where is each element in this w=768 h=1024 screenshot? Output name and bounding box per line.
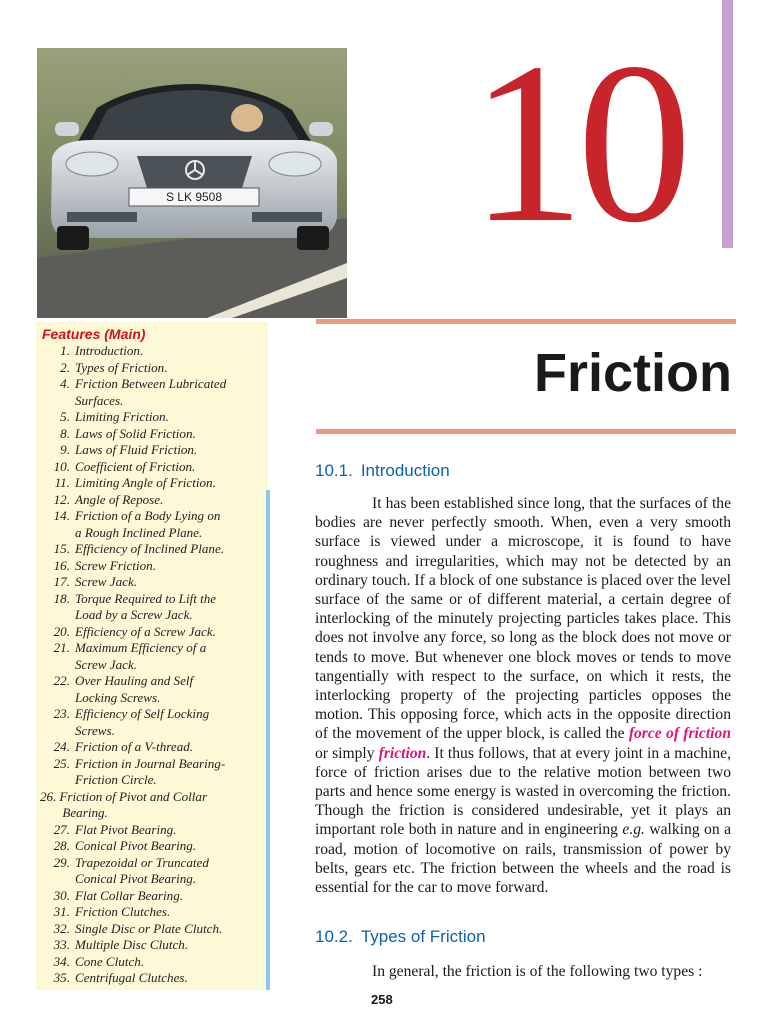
feature-number: 34. [53,953,70,969]
features-list-item [40,459,264,476]
features-list-item [40,789,264,822]
types-paragraph: In general, the friction is of the following two types : [372,963,703,980]
feature-number: 21. [53,640,70,655]
feature-text [59,789,264,822]
feature-label: Efficiency of Inclined Plane. [75,541,225,556]
feature-label: Cone Clutch. [75,953,145,969]
feature-text [75,459,264,476]
feature-number: 32. [53,920,70,936]
feature-text [75,492,264,509]
feature-label: Multiple Disc Clutch. [75,937,189,952]
feature-text [75,706,264,739]
feature-text [75,640,264,673]
feature-number: 10. [53,458,70,474]
feature-text [75,937,264,954]
features-list-item [40,954,264,971]
features-list-item [40,937,264,954]
features-list-item [40,591,264,624]
feature-label: Introduction. [75,343,144,358]
features-list-item [40,822,264,839]
feature-text [75,426,264,443]
para-text: . It thus follows, that at every joint in a machine, force of friction arises due to the relative motion between two parts and hence some energy is wasted in overcoming the friction. Though the friction is considered undesirable, yet it plays an important role both in nature and in engineering [315,744,731,839]
features-list-item [40,492,264,509]
feature-number: 18. [53,590,70,606]
para-text: or simply [315,744,379,762]
features-list-item [40,888,264,905]
features-list-item [40,442,264,459]
feature-text [75,822,264,839]
features-list-item [40,706,264,739]
feature-text [75,673,264,706]
features-list-item [40,475,264,492]
feature-text [75,508,264,541]
feature-number: 31. [53,904,70,919]
features-list [40,343,264,987]
feature-text [75,442,264,459]
features-list-item [40,409,264,426]
feature-text [75,838,264,855]
feature-label: Limiting Friction. [75,409,169,424]
feature-text [75,574,264,591]
feature-text [75,475,264,492]
feature-number: 24. [53,739,70,754]
feature-label: Screw Friction. [75,557,156,573]
feature-label-continued: Surfaces. [75,392,124,408]
feature-number: 33. [53,937,70,952]
feature-label-continued: Bearing. [62,805,108,820]
feature-number: 28. [53,838,70,853]
title-rule-bottom [316,429,736,434]
feature-label: Flat Pivot Bearing. [75,821,177,837]
feature-label: Efficiency of a Screw Jack. [75,623,216,639]
license-plate: S LK 9508 [165,190,223,204]
feature-number: 27. [53,821,70,837]
feature-text [75,904,264,921]
features-list-item [40,838,264,855]
chapter-title: Friction [534,343,732,403]
feature-number: 4. [60,376,70,391]
features-list-item [40,508,264,541]
features-list-item [40,970,264,987]
feature-text [75,921,264,938]
para-text: walking on a road, motion of locomotive on rails, transmission of power by belts, gears etc. The friction between the wheels and the road is essential for the car to move forward. [315,821,731,897]
feature-label: Limiting Angle of Friction. [75,475,216,490]
feature-label-continued: Locking Screws. [75,689,161,705]
section-heading-introduction [315,461,450,481]
term-force-of-friction: force of friction [628,725,731,743]
features-list-item [40,360,264,377]
feature-text [75,409,264,426]
feature-label-continued: Conical Pivot Bearing. [75,871,197,886]
feature-label: Laws of Fluid Friction. [75,442,198,457]
feature-label: Friction of Pivot and Collar [59,788,208,804]
features-list-item [40,558,264,575]
feature-number: 22. [53,673,70,688]
features-list-item [40,739,264,756]
page-number: 258 [371,992,393,1007]
feature-text [75,558,264,575]
feature-label: Efficiency of Self Locking [75,706,210,721]
feature-text [75,739,264,756]
feature-number: 8. [60,425,70,441]
feature-number: 16. [53,557,70,573]
features-list-item [40,855,264,888]
feature-text [75,376,264,409]
feature-number: 2. [60,359,70,375]
title-rule-top [316,319,736,324]
section-title: Types of Friction [360,927,486,946]
chapter-photo-car [37,48,347,318]
feature-label: Screw Jack. [75,574,138,589]
feature-label: Trapezoidal or Truncated [75,854,209,870]
feature-label: Maximum Efficiency of a [75,640,207,655]
feature-number: 12. [53,491,70,507]
section-title: Introduction [360,461,450,480]
para-abbrev-eg: e.g. [622,821,645,839]
feature-number: 15. [53,541,70,556]
feature-label: Over Hauling and Self [75,673,194,688]
introduction-paragraph [315,494,731,897]
feature-label: Angle of Repose. [75,491,164,507]
feature-label: Laws of Solid Friction. [75,425,196,441]
features-list-item [40,624,264,641]
feature-text [75,855,264,888]
features-list-item [40,541,264,558]
features-list-item [40,673,264,706]
feature-text [75,591,264,624]
feature-text [75,624,264,641]
feature-label: Types of Friction. [75,359,168,375]
features-list-item [40,426,264,443]
feature-label: Friction of a Body Lying on [75,508,221,523]
feature-number: 9. [60,442,70,457]
feature-number: 25. [53,755,70,771]
feature-text [75,756,264,789]
feature-label-continued: Screw Jack. [75,656,138,672]
section-number: 10.2. [315,927,353,946]
feature-text [75,888,264,905]
feature-number: 11. [54,475,70,490]
features-box [36,322,268,990]
para-text: It has been established since long, that the surfaces of the bodies are never perfectly smooth. When, even a very smooth surface is viewed under a microscope, it is found to have roughness and irregularities, which may not be detected by an ordinary touch. If a block of one substance is placed over the level surface of the same or of different material, a certain degree of interlocking of the minutely projecting particles takes place. This does not involve any force, so long as the block does not move or tends to move. But whenever one block moves or tends to move tangentially with respect to the surface, on which it rests, the interlocking property of the projecting particles opposes the motion. This opposing force, which acts in the opposite direction of the movement of the upper block, is called the [315,495,731,743]
feature-label: Friction in Journal Bearing- [75,755,226,771]
feature-text [75,360,264,377]
section-number: 10.1. [315,461,353,480]
features-list-item [40,904,264,921]
feature-label: Flat Collar Bearing. [75,887,184,903]
feature-number: 14. [53,508,70,523]
feature-number: 1. [60,343,70,358]
feature-number: 29. [53,854,70,870]
features-list-item [40,756,264,789]
feature-label: Conical Pivot Bearing. [75,838,197,853]
features-list-item [40,640,264,673]
term-friction: friction [378,744,427,762]
feature-number: 5. [60,409,70,424]
chapter-color-bar [722,0,733,248]
features-box-edge [266,490,270,990]
feature-text [75,541,264,558]
feature-label-continued: Load by a Screw Jack. [75,607,193,622]
feature-label-continued: a Rough Inclined Plane. [75,524,203,540]
features-list-item [40,574,264,591]
feature-label: Friction of a V-thread. [75,739,194,754]
feature-label: Torque Required to Lift the [75,590,217,606]
feature-label: Centrifugal Clutches. [75,970,188,985]
chapter-number: 10 [470,15,684,270]
feature-number: 23. [53,706,70,721]
feature-label: Friction Clutches. [75,904,171,919]
features-list-item [40,343,264,360]
feature-number: 30. [53,887,70,903]
feature-number: 17. [53,574,70,589]
features-list-item [40,376,264,409]
feature-number: 35. [53,970,70,985]
feature-number: 26. [40,788,57,804]
feature-text [75,954,264,971]
feature-label-continued: Friction Circle. [75,772,157,787]
section-heading-types-of-friction [315,927,486,947]
features-list-item [40,921,264,938]
feature-label: Single Disc or Plate Clutch. [75,920,223,936]
feature-text [75,343,264,360]
feature-text [75,970,264,987]
feature-label: Friction Between Lubricated [75,376,227,391]
feature-number: 20. [53,623,70,639]
feature-label: Coefficient of Friction. [75,458,196,474]
features-heading: Features (Main) [42,326,146,342]
feature-label-continued: Screws. [75,722,115,738]
